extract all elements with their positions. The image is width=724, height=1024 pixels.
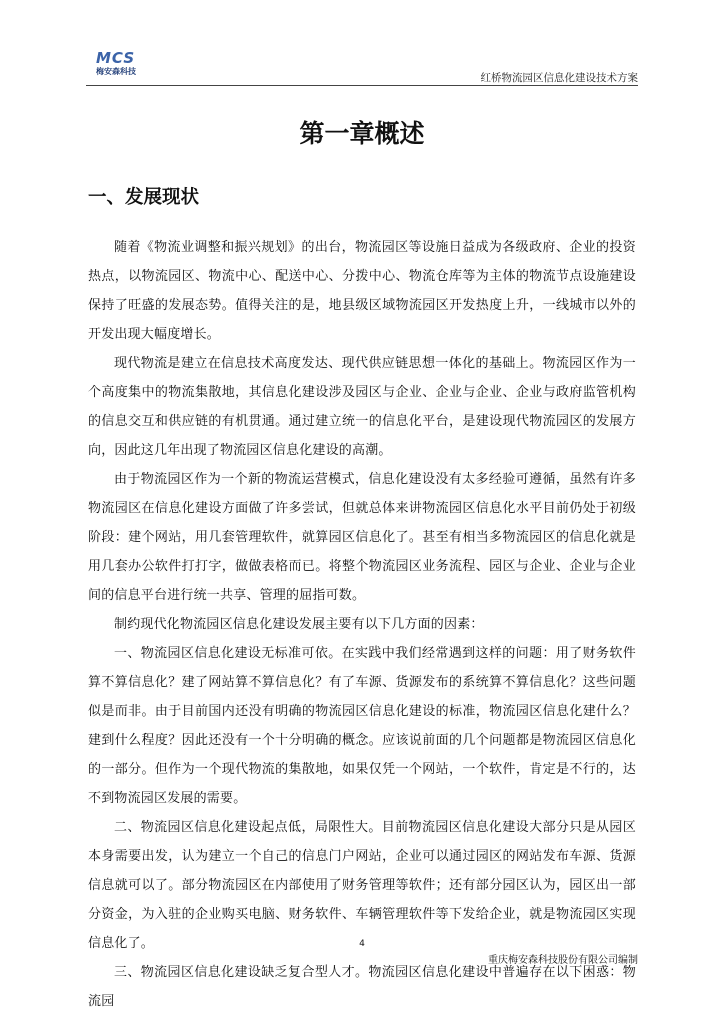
chapter-title: 第一章概述 (299, 119, 425, 148)
logo-mark: MCS (96, 49, 136, 67)
paragraph: 三、物流园区信息化建设缺乏复合型人才。物流园区信息化建设中普遍存在以下困惑：物流园 (88, 965, 636, 1009)
paragraph: 随着《物流业调整和振兴规划》的出台，物流园区等设施日益成为各级政府、企业的投资热点，以物流园区、物流中心、配送中心、分拨中心、物流仓库等为主体的物流节点设施建设保持了旺盛的发展态势。值得关注的是，地县级区域物流园区开发热度上升，一线城市以外的开发出现大幅度增长。 (88, 240, 636, 342)
paragraph: 一、物流园区信息化建设无标准可依。在实践中我们经常遇到这样的问题：用了财务软件算不算信息化？建了网站算不算信息化？有了车源、货源发布的系统算不算信息化？这些问题似是而非。由于目前国内还没有明确的物流园区信息化建设的标准，物流园区信息化建什么？建到什么程度？因此还没有一个十分明确的概念。应该说前面的几个问题都是物流园区信息化的一部分。但作为一个现代物流的集散地，如果仅凭一个网站，一个软件，肯定是不行的，达不到物流园区发展的需要。 (88, 646, 636, 806)
footer-text: 重庆梅安森科技股份有限公司编制 (488, 955, 638, 966)
header-title: 红桥物流园区信息化建设技术方案 (480, 72, 638, 84)
logo-subtitle: 梅安森科技 (96, 67, 136, 76)
company-logo (96, 50, 146, 82)
header-divider (86, 85, 638, 86)
body-text (88, 233, 636, 1016)
paragraph: 由于物流园区作为一个新的物流运营模式，信息化建设没有太多经验可遵循，虽然有许多物流园区在信息化建设方面做了许多尝试，但就总体来讲物流园区信息化水平目前仍处于初级阶段：建个网站，用几套管理软件，就算园区信息化了。甚至有相当多物流园区的信息化就是用几套办公软件打打字，做做表格而已。将整个物流园区业务流程、园区与企业、企业与企业间的信息平台进行统一共享、管理的屈指可数。 (88, 472, 636, 603)
section-title: 一、发展现状 (88, 187, 200, 208)
paragraph: 制约现代化物流园区信息化建设发展主要有以下几方面的因素： (114, 617, 484, 632)
page-number: 4 (359, 939, 365, 949)
paragraph: 现代物流是建立在信息技术高度发达、现代供应链思想一体化的基础上。物流园区作为一个高度集中的物流集散地，其信息化建设涉及园区与企业、企业与企业、企业与政府监管机构的信息交互和供应链的有机贯通。通过建立统一的信息化平台，是建设现代物流园区的发展方向，因此这几年出现了物流园区信息化建设的高潮。 (88, 356, 636, 458)
paragraph: 二、物流园区信息化建设起点低，局限性大。目前物流园区信息化建设大部分只是从园区本身需要出发，认为建立一个自己的信息门户网站，企业可以通过园区的网站发布车源、货源信息就可以了。部分物流园区在内部使用了财务管理等软件；还有部分园区认为，园区出一部分资金，为入驻的企业购买电脑、财务软件、车辆管理软件等下发给企业，就是物流园区实现信息化了。 (88, 820, 636, 951)
